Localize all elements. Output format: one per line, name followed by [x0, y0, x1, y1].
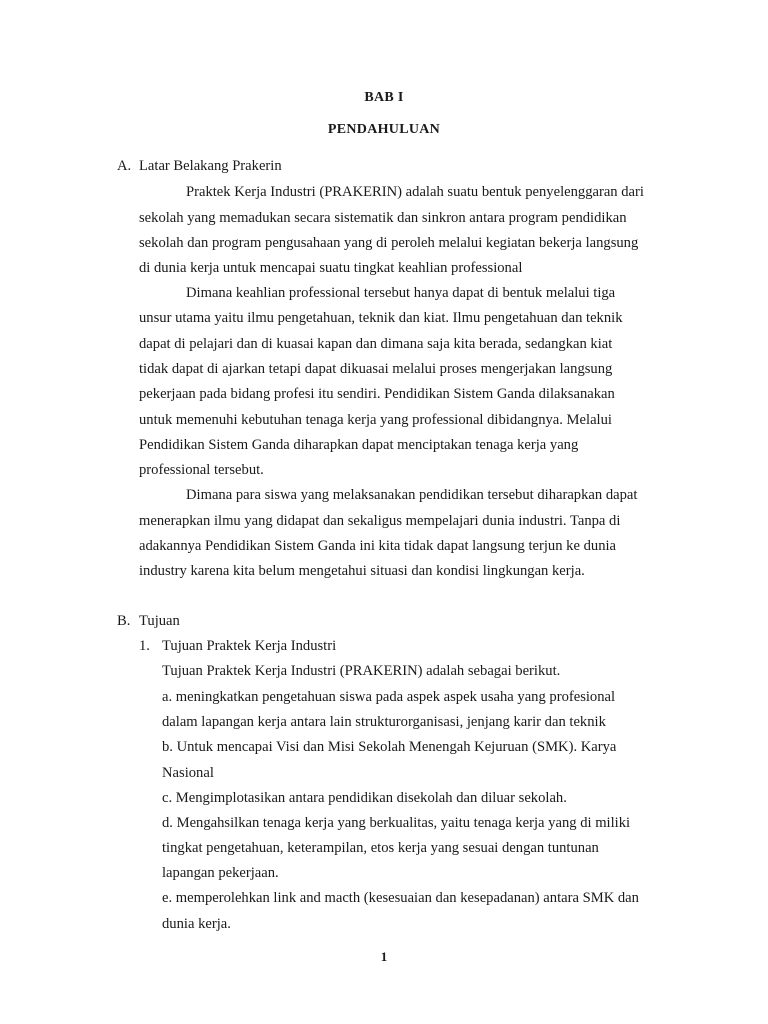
chapter-label: BAB I: [364, 90, 404, 105]
paragraph-line: industry karena kita belum mengetahui situasi dan kondisi lingkungan kerja.: [139, 563, 585, 579]
paragraph-line: Pendidikan Sistem Ganda diharapkan dapat menciptakan tenaga kerja yang: [139, 437, 579, 453]
paragraph-line: lapangan pekerjaan.: [162, 865, 279, 881]
paragraph-line: tidak dapat di ajarkan tetapi dapat dikuasai melalui proses mengerjakan langsung: [139, 361, 613, 377]
section-a-heading: Latar Belakang Prakerin: [139, 158, 282, 174]
paragraph-line: Praktek Kerja Industri (PRAKERIN) adalah suatu bentuk penyelenggaran dari: [186, 184, 644, 200]
paragraph-line: tingkat pengetahuan, keterampilan, etos kerja yang sesuai dengan tuntunan: [162, 840, 599, 856]
paragraph-line: Nasional: [162, 765, 214, 781]
paragraph-line: d. Mengahsilkan tenaga kerja yang berkualitas, yaitu tenaga kerja yang di miliki: [162, 815, 631, 831]
paragraph-line: pekerjaan pada bidang profesi itu sendiri. Pendidikan Sistem Ganda dilaksanakan: [139, 386, 615, 402]
paragraph-line: Dimana para siswa yang melaksanakan pendidikan tersebut diharapkan dapat: [186, 487, 638, 503]
section-b-heading: Tujuan: [139, 613, 180, 629]
section-b-marker: B.: [117, 613, 131, 629]
paragraph-line: c. Mengimplotasikan antara pendidikan disekolah dan diluar sekolah.: [162, 790, 567, 806]
section-a-marker: A.: [117, 158, 132, 174]
paragraph-line: Dimana keahlian professional tersebut hanya dapat di bentuk melalui tiga: [186, 285, 616, 301]
paragraph-line: adakannya Pendidikan Sistem Ganda ini kita tidak dapat langsung terjun ke dunia: [139, 538, 617, 554]
list-item-marker: 1.: [139, 638, 150, 654]
paragraph-line: dapat di pelajari dan di kuasai kapan dan dimana saja kita berada, sedangkan kiat: [139, 336, 613, 352]
paragraph-line: a. meningkatkan pengetahuan siswa pada aspek aspek usaha yang profesional: [162, 689, 616, 705]
paragraph-line: sekolah yang memadukan secara sistematik dan sinkron antara program pendidikan: [139, 210, 627, 226]
paragraph-line: sekolah dan program pengusahaan yang di peroleh melalui kegiatan bekerja langsung: [139, 235, 639, 251]
paragraph-line: e. memperolehkan link and macth (kesesuaian dan kesepadanan) antara SMK dan: [162, 890, 639, 906]
paragraph-line: dunia kerja.: [162, 916, 231, 932]
paragraph-line: menerapkan ilmu yang didapat dan sekaligus mempelajari dunia industri. Tanpa di: [139, 513, 621, 529]
paragraph-line: professional tersebut.: [139, 462, 264, 478]
page-number: 1: [380, 949, 388, 964]
paragraph-line: untuk memenuhi kebutuhan tenaga kerja yang professional dibidangnya. Melalui: [139, 412, 612, 428]
paragraph-line: di dunia kerja untuk mencapai suatu tingkat keahlian professional: [139, 260, 523, 276]
list-item-heading: Tujuan Praktek Kerja Industri: [162, 638, 337, 654]
paragraph-line: Tujuan Praktek Kerja Industri (PRAKERIN) adalah sebagai berikut.: [162, 663, 561, 679]
chapter-title: PENDAHULUAN: [327, 122, 441, 137]
paragraph-line: unsur utama yaitu ilmu pengetahuan, teknik dan kiat. Ilmu pengetahuan dan teknik: [139, 310, 623, 326]
paragraph-line: b. Untuk mencapai Visi dan Misi Sekolah Menengah Kejuruan (SMK). Karya: [162, 739, 617, 755]
paragraph-line: dalam lapangan kerja antara lain strukturorganisasi, jenjang karir dan teknik: [162, 714, 606, 730]
